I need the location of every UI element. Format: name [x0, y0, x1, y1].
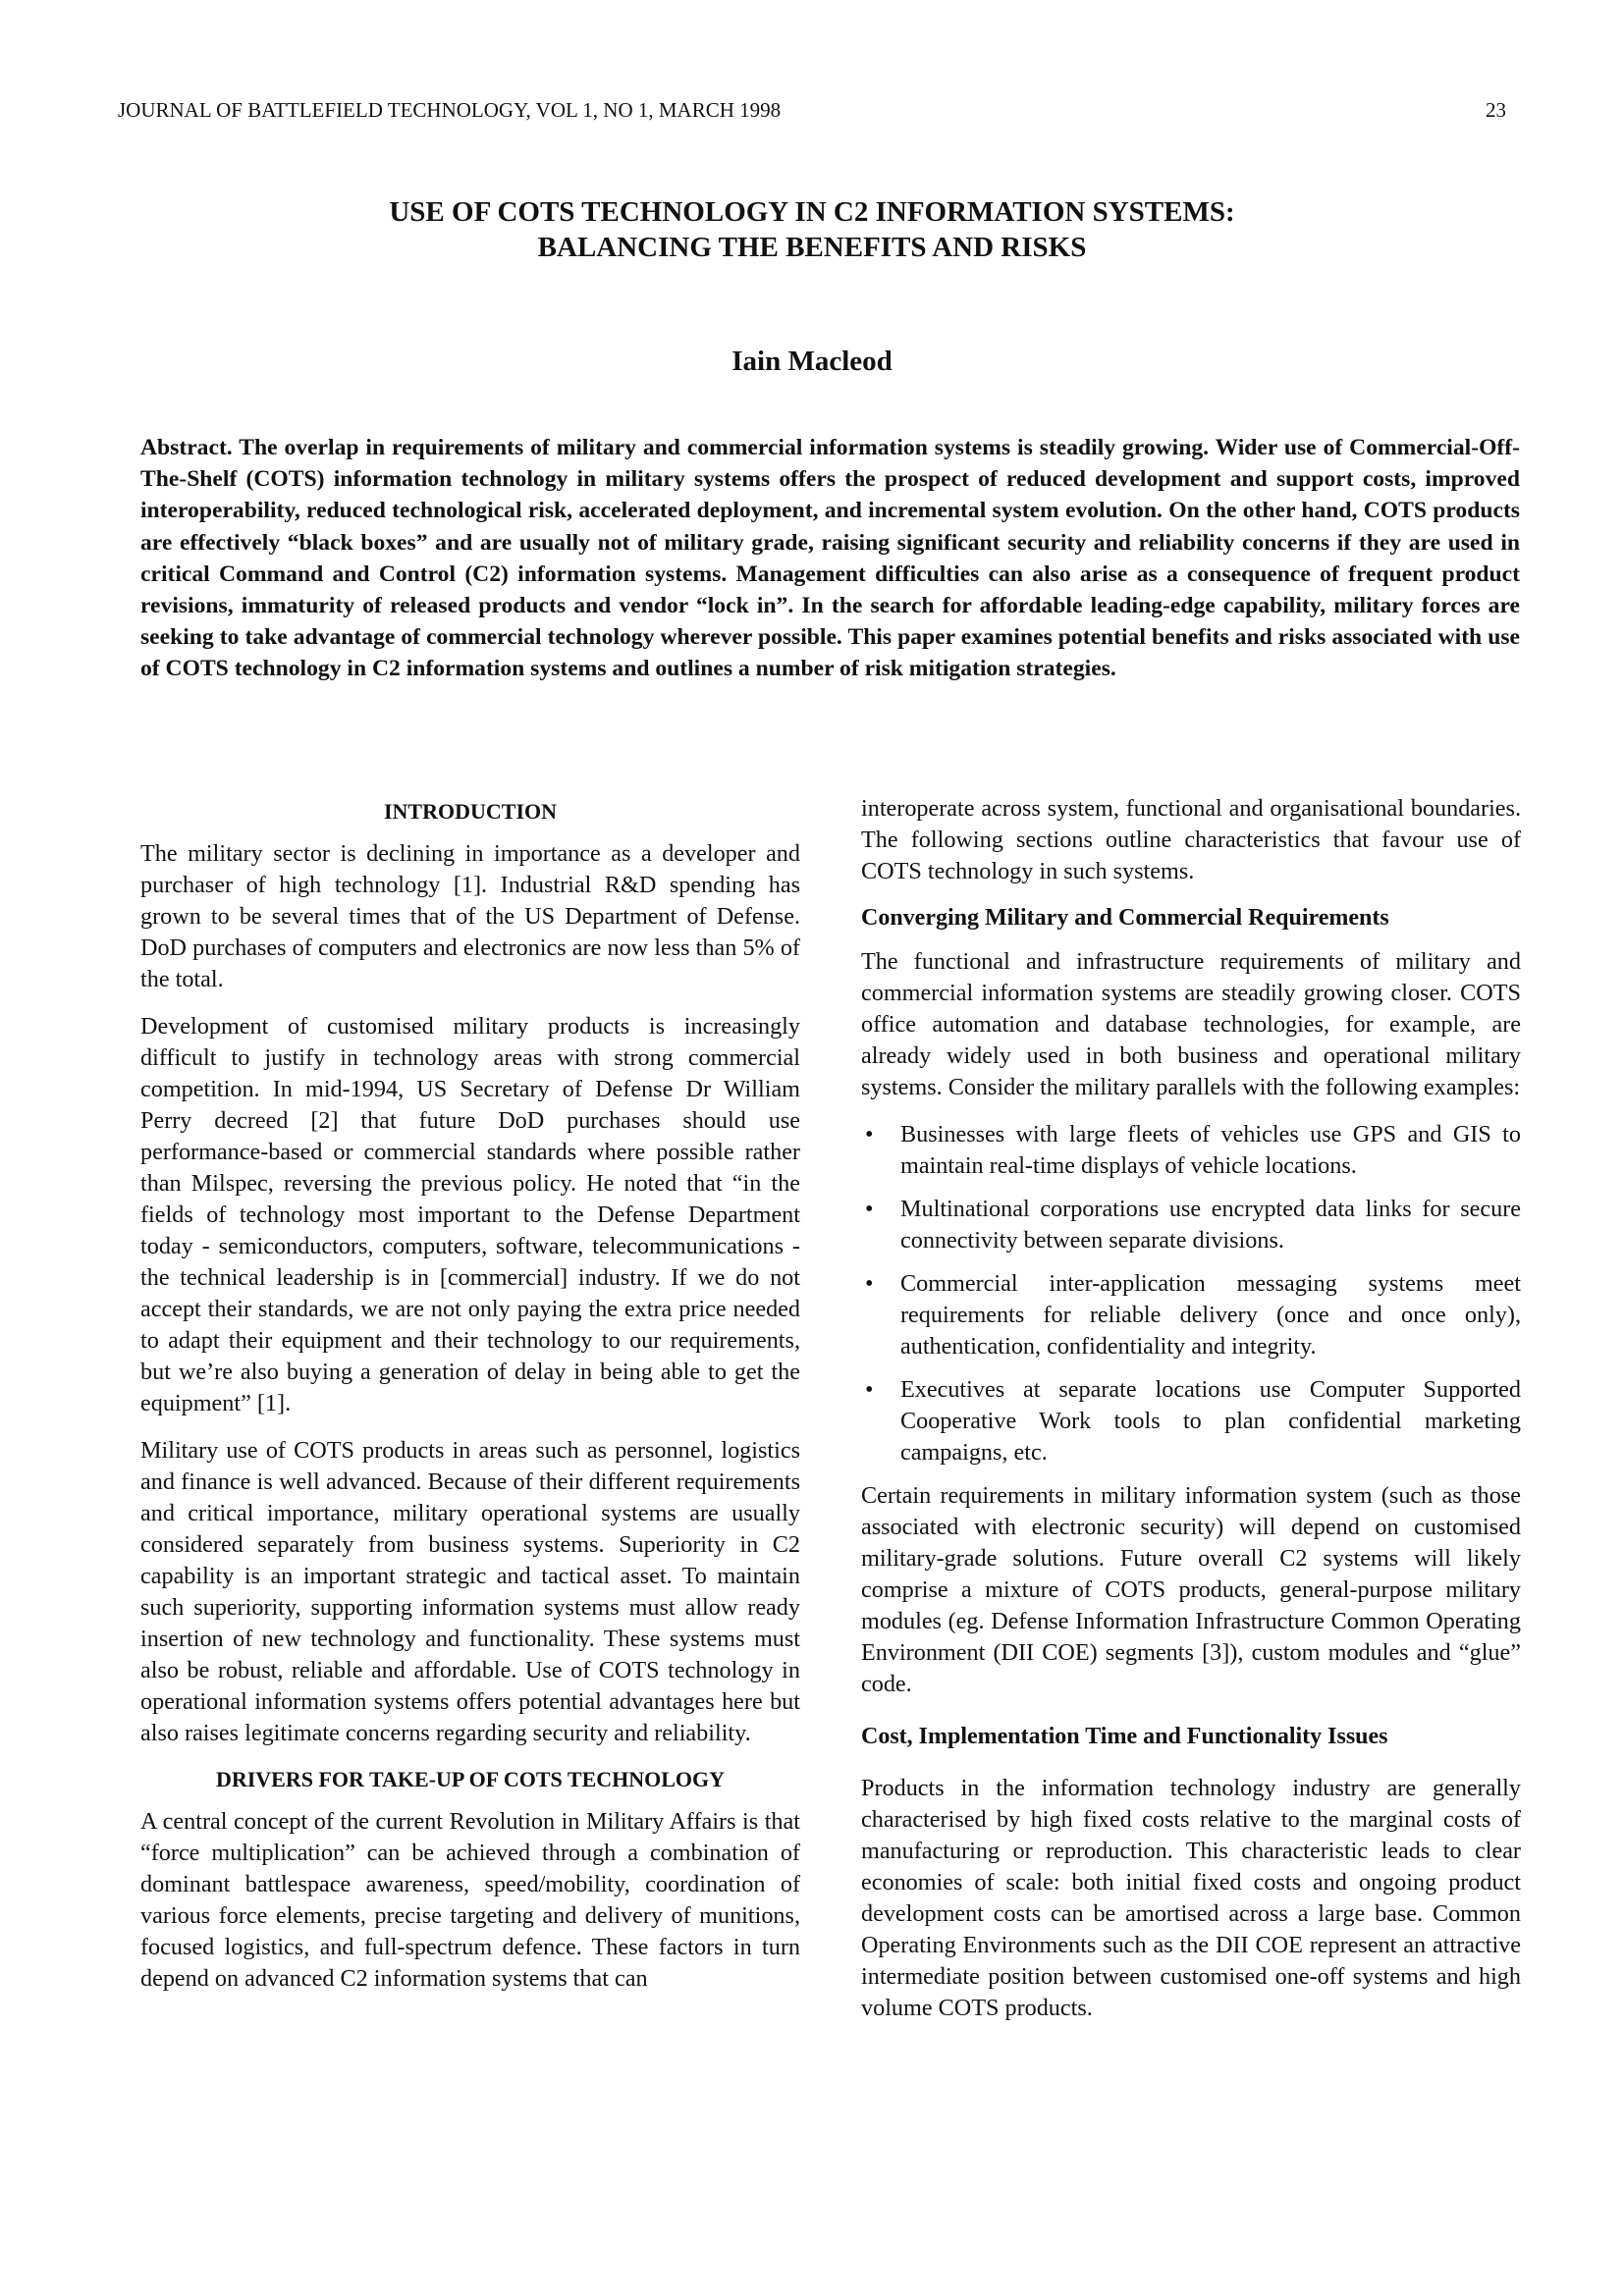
paragraph: The military sector is declining in importance as a developer and purchaser of high technology [1]. Industrial R&D spending has grown to be several times that of the US Department of Defense. DoD purchases of computers and electronics are now less than 5% of the total. [140, 840, 800, 992]
left-column [140, 793, 800, 2010]
paragraph: interoperate across system, functional and organisational boundaries. The following sections outline characteristics that favour use of COTS technology in such systems. [861, 795, 1521, 884]
section-heading-introduction: INTRODUCTION [383, 799, 558, 824]
title-line-1: USE OF COTS TECHNOLOGY IN C2 INFORMATION SYSTEMS: [389, 196, 1235, 228]
subsection-heading-cost: Cost, Implementation Time and Functionality Issues [861, 1724, 1388, 1749]
abstract: Abstract. The overlap in requirements of military and commercial information systems is steadily growing. Wider use of Commercial-Off-The-Shelf (COTS) information technology in military systems offers the prospect of reduced development and support costs, improved interoperability, reduced technological risk, accelerated deployment, and incremental system evolution. On the other hand, COTS products are effectively “black boxes” and are usually not of military grade, raising significant security and reliability concerns if they are used in critical Command and Control (C2) information systems. Management difficulties can also arise as a consequence of frequent product revisions, immaturity of released products and vendor “lock in”. In the search for affordable leading-edge capability, military forces are seeking to take advantage of commercial technology wherever possible. This paper examines potential benefits and risks associated with use of COTS technology in C2 information systems and outlines a number of risk mitigation strategies. [140, 435, 1520, 682]
list-item-text: Executives at separate locations use Computer Supported Cooperative Work tools to plan confidential marketing campaigns, etc. [900, 1376, 1521, 1466]
author: Iain Macleod [731, 346, 893, 377]
paragraph: A central concept of the current Revolution in Military Affairs is that “force multiplication” can be achieved through a combination of dominant battlespace awareness, speed/mobility, coordination of various force elements, precise targeting and delivery of munitions, focused logistics, and full-spectrum defence. These factors in turn depend on advanced C2 information systems that can [140, 1808, 800, 1992]
subsection-heading-converging: Converging Military and Commercial Requirements [861, 905, 1389, 931]
list-item [861, 1374, 1521, 1468]
list-item [861, 1119, 1521, 1182]
paragraph: Development of customised military products is increasingly difficult to justify in technology areas with strong commercial competition. In mid-1994, US Secretary of Defense Dr William Perry decreed [2] that future DoD purchases should use performance-based or commercial standards where possible rather than Milspec, reversing the previous policy. He noted that “in the fields of technology most important to the Defense Department today - semiconductors, computers, software, telecommunications - the technical leadership is in [commercial] industry. If we do not accept their standards, we are not only paying the extra price needed to adapt their equipment and their technology to our requirements, but we’re also buying a generation of delay in being able to get the equipment” [1]. [140, 1013, 800, 1416]
title-line-2: BALANCING THE BENEFITS AND RISKS [537, 232, 1087, 263]
list-item [861, 1268, 1521, 1362]
bullet-icon: • [865, 1376, 874, 1403]
paragraph: Certain requirements in military information system (such as those associated with electronic security) will depend on customised military-grade solutions. Future overall C2 systems will likely comprise a mixture of COTS products, general-purpose military modules (eg. Defense Information Infrastructure Common Operating Environment (DII COE) segments [3]), custom modules and “glue” code. [861, 1482, 1521, 1697]
journal-name: JOURNAL OF BATTLEFIELD TECHNOLOGY, VOL 1, NO 1, MARCH 1998 [118, 98, 782, 122]
paragraph: Military use of COTS products in areas such as personnel, logistics and finance is well advanced. Because of their different requirements and critical importance, military operational systems are usually considered separately from business systems. Superiority in C2 capability is an important strategic and tactical asset. To maintain such superiority, supporting information systems must allow ready insertion of new technology and functionality. These systems must also be robust, reliable and affordable. Use of COTS technology in operational information systems offers potential advantages here but also raises legitimate concerns regarding security and reliability. [140, 1437, 800, 1746]
right-column [861, 793, 1521, 2040]
page-number: 23 [1486, 98, 1506, 122]
list-item-text: Commercial inter-application messaging systems meet requirements for reliable delivery (once and once only), authentication, confidentiality and integrity. [900, 1270, 1521, 1360]
running-header [118, 98, 1506, 123]
paper-title [0, 194, 1624, 265]
bullet-list [861, 1119, 1521, 1468]
list-item-text: Businesses with large fleets of vehicles use GPS and GIS to maintain real-time displays of vehicle locations. [900, 1121, 1521, 1179]
paragraph: Products in the information technology industry are generally characterised by high fixed costs relative to the marginal costs of manufacturing or reproduction. This characteristic leads to clear economies of scale: both initial fixed costs and ongoing product development costs can be amortised across a large base. Common Operating Environments such as the DII COE represent an attractive intermediate position between customised one-off systems and high volume COTS products. [861, 1775, 1521, 2021]
bullet-icon: • [865, 1270, 874, 1297]
list-item [861, 1194, 1521, 1256]
bullet-icon: • [865, 1196, 874, 1222]
section-heading-drivers: DRIVERS FOR TAKE-UP OF COTS TECHNOLOGY [215, 1767, 726, 1791]
bullet-icon: • [865, 1121, 874, 1148]
list-item-text: Multinational corporations use encrypted data links for secure connectivity between separate divisions. [900, 1196, 1521, 1254]
paragraph: The functional and infrastructure requirements of military and commercial information systems are steadily growing closer. COTS office automation and database technologies, for example, are already widely used in both business and operational military systems. Consider the military parallels with the following examples: [861, 948, 1521, 1100]
